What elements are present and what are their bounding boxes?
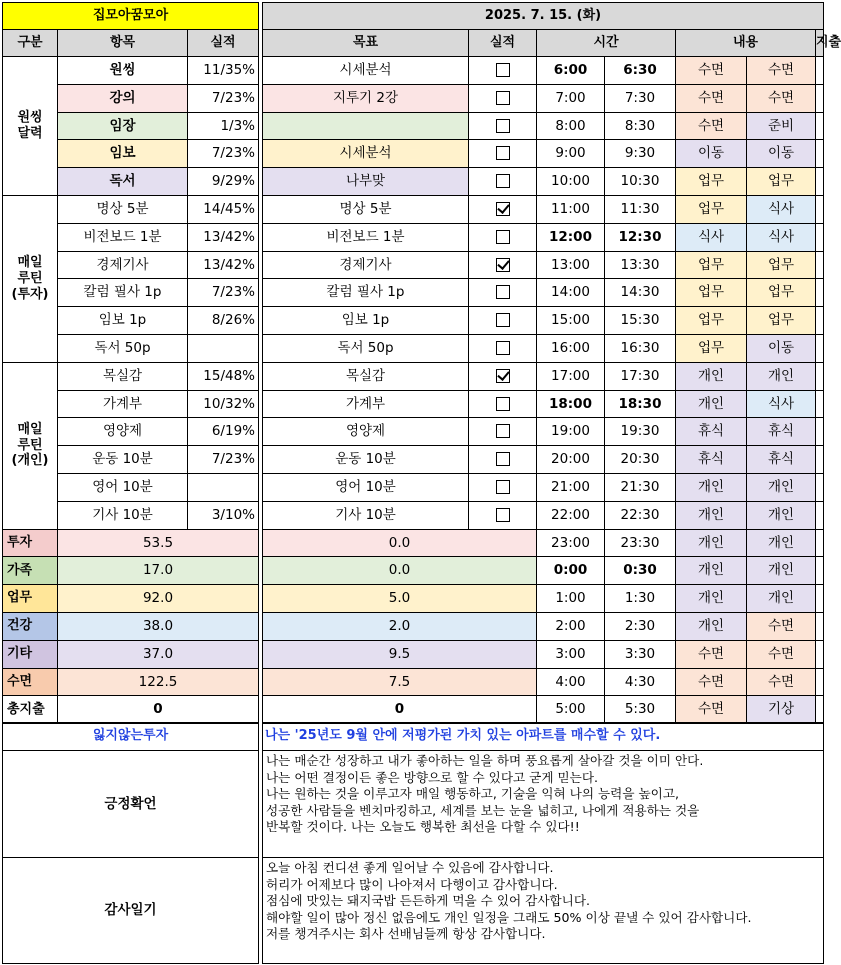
content-cell: 업무 [747, 251, 816, 279]
header-category: 구분 [3, 30, 58, 57]
expense-cell [816, 473, 824, 501]
checkbox[interactable] [496, 424, 510, 438]
affirmation-label: 긍정확언 [3, 751, 259, 858]
expense-cell [816, 251, 824, 279]
goal-label: 칼럼 필사 1p [263, 279, 469, 307]
content-cell: 수면 [747, 668, 816, 696]
content-cell: 준비 [747, 112, 816, 140]
expense-cell [816, 112, 824, 140]
goal-label: 나부맞 [263, 168, 469, 196]
schedule-row [263, 251, 824, 279]
expense-cell [816, 168, 824, 196]
schedule-row [263, 668, 824, 696]
checkbox[interactable] [496, 285, 510, 299]
time-start: 9:00 [537, 140, 605, 168]
goal-label: 임보 1p [263, 307, 469, 335]
goal-label [263, 112, 469, 140]
schedule-row [263, 362, 824, 390]
item-label: 독서 50p [58, 334, 188, 362]
goal-label: 기사 10분 [263, 501, 469, 529]
summary-label: 업무 [3, 585, 58, 613]
item-label: 영어 10분 [58, 473, 188, 501]
summary-label: 투자 [3, 529, 58, 557]
summary-right-value: 0.0 [263, 557, 537, 585]
content-cell: 수면 [747, 612, 816, 640]
time-end: 15:30 [605, 307, 676, 335]
schedule-row [263, 640, 824, 668]
goal-check-cell [469, 57, 537, 85]
content-cell: 개인 [747, 473, 816, 501]
summary-label: 가족 [3, 557, 58, 585]
summary-value: 53.5 [58, 529, 259, 557]
time-start: 21:00 [537, 473, 605, 501]
schedule-row [263, 557, 824, 585]
content-cell: 수면 [747, 640, 816, 668]
group-label: 원씽 달력 [3, 57, 58, 196]
time-start: 19:00 [537, 418, 605, 446]
goal-label: 명상 5분 [263, 195, 469, 223]
time-end: 14:30 [605, 279, 676, 307]
content-cell: 수면 [747, 84, 816, 112]
goal-label: 가계부 [263, 390, 469, 418]
content-cell: 수면 [676, 640, 747, 668]
summary-value: 37.0 [58, 640, 259, 668]
content-cell: 수면 [747, 57, 816, 85]
content-cell: 개인 [676, 473, 747, 501]
time-end: 4:30 [605, 668, 676, 696]
time-end: 23:30 [605, 529, 676, 557]
time-end: 10:30 [605, 168, 676, 196]
table-row [3, 195, 259, 223]
content-cell: 휴식 [676, 418, 747, 446]
item-label: 칼럼 필사 1p [58, 279, 188, 307]
time-end: 12:30 [605, 223, 676, 251]
affirmation-line: 나는 어떤 결정이든 좋은 방향으로 할 수 있다고 굳게 믿는다. [266, 769, 599, 785]
content-cell: 식사 [676, 223, 747, 251]
item-actual: 9/29% [188, 168, 259, 196]
time-end: 13:30 [605, 251, 676, 279]
summary-right-value: 0.0 [263, 529, 537, 557]
content-cell: 업무 [676, 168, 747, 196]
schedule-row [263, 418, 824, 446]
item-label: 임장 [58, 112, 188, 140]
summary-value: 92.0 [58, 585, 259, 613]
content-cell: 수면 [676, 668, 747, 696]
goal-label: 비전보드 1분 [263, 223, 469, 251]
time-end: 9:30 [605, 140, 676, 168]
expense-cell [816, 195, 824, 223]
time-start: 6:00 [537, 57, 605, 85]
item-label: 임보 1p [58, 307, 188, 335]
time-start: 16:00 [537, 334, 605, 362]
expense-cell [816, 390, 824, 418]
time-start: 11:00 [537, 195, 605, 223]
checkbox[interactable] [496, 480, 510, 494]
content-cell: 업무 [676, 279, 747, 307]
expense-cell [816, 501, 824, 529]
content-cell: 이동 [676, 140, 747, 168]
content-cell: 개인 [676, 390, 747, 418]
schedule-row [263, 140, 824, 168]
content-cell: 개인 [676, 557, 747, 585]
item-label: 명상 5분 [58, 195, 188, 223]
expense-cell [816, 557, 824, 585]
content-cell: 개인 [676, 529, 747, 557]
content-cell: 휴식 [747, 418, 816, 446]
motto-left: 잃지않는투자 [3, 723, 259, 751]
item-label: 기사 10분 [58, 501, 188, 529]
content-cell: 식사 [747, 390, 816, 418]
summary-right-value: 0 [263, 696, 537, 724]
item-actual: 3/10% [188, 501, 259, 529]
item-actual: 6/19% [188, 418, 259, 446]
goal-check-cell [469, 140, 537, 168]
item-actual [188, 473, 259, 501]
checkbox[interactable] [496, 119, 510, 133]
item-actual: 15/48% [188, 362, 259, 390]
goal-check-cell [469, 279, 537, 307]
time-start: 0:00 [537, 557, 605, 585]
schedule-row [263, 334, 824, 362]
goal-check-cell [469, 307, 537, 335]
goal-check-cell [469, 473, 537, 501]
right-table [262, 2, 841, 724]
schedule-row [263, 529, 824, 557]
content-cell: 개인 [676, 362, 747, 390]
item-actual: 10/32% [188, 390, 259, 418]
expense-cell [816, 307, 824, 335]
checked-checkbox[interactable] [496, 369, 510, 383]
schedule-row [263, 612, 824, 640]
motto-right: 나는 '25년도 9월 안에 저평가된 가치 있는 아파트를 매수할 수 있다. [263, 723, 824, 751]
affirmation-line: 성공한 사람들을 벤치마킹하고, 세계를 보는 눈을 넓히고, 나에게 적용하는 것을 [266, 802, 700, 818]
goal-label: 독서 50p [263, 334, 469, 362]
gratitude-line: 점심에 맛있는 돼지국밥 든든하게 먹을 수 있어 감사합니다. [266, 893, 590, 908]
content-cell: 기상 [747, 696, 816, 724]
summary-row [3, 696, 259, 724]
schedule-row [263, 112, 824, 140]
goal-label: 목실감 [263, 362, 469, 390]
expense-cell [816, 696, 824, 724]
time-end: 17:30 [605, 362, 676, 390]
summary-row [3, 612, 259, 640]
schedule-row [263, 501, 824, 529]
content-cell: 개인 [747, 557, 816, 585]
checkbox[interactable] [496, 146, 510, 160]
time-start: 14:00 [537, 279, 605, 307]
time-start: 23:00 [537, 529, 605, 557]
item-actual: 7/23% [188, 140, 259, 168]
summary-row [3, 668, 259, 696]
schedule-row [263, 57, 824, 85]
checkbox[interactable] [496, 63, 510, 77]
summary-label: 수면 [3, 668, 58, 696]
content-cell: 업무 [747, 307, 816, 335]
summary-value: 122.5 [58, 668, 259, 696]
checked-checkbox[interactable] [496, 258, 510, 272]
goal-check-cell [469, 84, 537, 112]
time-start: 7:00 [537, 84, 605, 112]
schedule-row [263, 168, 824, 196]
content-cell: 수면 [676, 84, 747, 112]
schedule-row [263, 307, 824, 335]
time-end: 18:30 [605, 390, 676, 418]
summary-label: 건강 [3, 612, 58, 640]
expense-cell [816, 529, 824, 557]
item-label: 운동 10분 [58, 446, 188, 474]
checkbox[interactable] [496, 452, 510, 466]
header-item: 항목 [58, 30, 188, 57]
content-cell: 업무 [747, 168, 816, 196]
goal-label: 영어 10분 [263, 473, 469, 501]
time-start: 5:00 [537, 696, 605, 724]
content-cell: 개인 [747, 529, 816, 557]
item-label: 영양제 [58, 418, 188, 446]
goal-check-cell [469, 390, 537, 418]
item-label: 목실감 [58, 362, 188, 390]
time-start: 17:00 [537, 362, 605, 390]
gratitude-text [263, 858, 824, 964]
checked-checkbox[interactable] [496, 202, 510, 216]
content-cell: 개인 [676, 612, 747, 640]
checkbox[interactable] [496, 91, 510, 105]
content-cell: 개인 [747, 501, 816, 529]
summary-label: 총지출 [3, 696, 58, 724]
schedule-row [263, 473, 824, 501]
summary-row [3, 585, 259, 613]
goal-check-cell [469, 168, 537, 196]
item-actual: 7/23% [188, 446, 259, 474]
time-start: 20:00 [537, 446, 605, 474]
content-cell: 업무 [676, 334, 747, 362]
table-row [3, 362, 259, 390]
checkbox[interactable] [496, 508, 510, 522]
gratitude-line: 오늘 아침 컨디션 좋게 일어날 수 있음에 감사합니다. [266, 860, 554, 875]
checkbox[interactable] [496, 174, 510, 188]
time-end: 7:30 [605, 84, 676, 112]
header-right-actual: 실적 [469, 30, 537, 57]
goal-check-cell [469, 446, 537, 474]
summary-label: 기타 [3, 640, 58, 668]
goal-check-cell [469, 195, 537, 223]
item-label: 가계부 [58, 390, 188, 418]
affirmation-text [263, 751, 824, 858]
checkbox[interactable] [496, 230, 510, 244]
content-cell: 휴식 [676, 446, 747, 474]
checkbox[interactable] [496, 313, 510, 327]
checkbox[interactable] [496, 341, 510, 355]
goal-check-cell [469, 334, 537, 362]
gratitude-line: 저를 챙겨주시는 회사 선배님들께 항상 감사합니다. [266, 926, 546, 941]
header-actual: 실적 [188, 30, 259, 57]
affirmation-line: 나는 매순간 성장하고 내가 좋아하는 일을 하며 풍요롭게 살아갈 것을 이미 안다. [266, 753, 704, 768]
content-cell: 업무 [676, 307, 747, 335]
summary-value: 17.0 [58, 557, 259, 585]
expense-cell [816, 446, 824, 474]
summary-value: 38.0 [58, 612, 259, 640]
time-end: 3:30 [605, 640, 676, 668]
item-label: 비전보드 1분 [58, 223, 188, 251]
summary-right-value: 2.0 [263, 612, 537, 640]
schedule-row [263, 195, 824, 223]
content-cell: 개인 [676, 501, 747, 529]
item-label: 독서 [58, 168, 188, 196]
schedule-row [263, 446, 824, 474]
group-label: 매일 루틴 (개인) [3, 362, 58, 529]
content-cell: 업무 [676, 195, 747, 223]
gratitude-line: 허리가 어제보다 많이 나아져서 다행이고 감사합니다. [266, 876, 558, 892]
summary-row [3, 557, 259, 585]
planner-title: 집모아꿈모아 [3, 3, 259, 30]
schedule-row [263, 84, 824, 112]
expense-cell [816, 279, 824, 307]
schedule-row [263, 696, 824, 724]
item-actual: 1/3% [188, 112, 259, 140]
time-start: 10:00 [537, 168, 605, 196]
header-expense: 지출 [816, 30, 824, 57]
time-end: 6:30 [605, 57, 676, 85]
content-cell: 이동 [747, 334, 816, 362]
content-cell: 개인 [676, 585, 747, 613]
summary-row [3, 640, 259, 668]
time-start: 15:00 [537, 307, 605, 335]
schedule-row [263, 585, 824, 613]
goal-label: 시세분석 [263, 140, 469, 168]
time-start: 18:00 [537, 390, 605, 418]
bottom-table [2, 722, 824, 964]
affirmation-line: 반복할 것이다. 나는 오늘도 행복한 최선을 다할 수 있다!! [266, 819, 580, 834]
content-cell: 수면 [676, 57, 747, 85]
item-label: 원씽 [58, 57, 188, 85]
item-actual: 7/23% [188, 279, 259, 307]
summary-row [3, 529, 259, 557]
table-row [3, 57, 259, 85]
content-cell: 업무 [747, 279, 816, 307]
item-label: 강의 [58, 84, 188, 112]
expense-cell [816, 640, 824, 668]
time-end: 22:30 [605, 501, 676, 529]
expense-cell [816, 362, 824, 390]
time-end: 8:30 [605, 112, 676, 140]
content-cell: 휴식 [747, 446, 816, 474]
schedule-row [263, 279, 824, 307]
time-start: 2:00 [537, 612, 605, 640]
gratitude-line: 해야할 일이 많아 정신 없음에도 개인 일정을 그래도 50% 이상 끝낼 수 있어 감사합니다. [266, 909, 752, 925]
item-actual: 14/45% [188, 195, 259, 223]
expense-cell [816, 223, 824, 251]
time-start: 3:00 [537, 640, 605, 668]
goal-check-cell [469, 112, 537, 140]
expense-cell [816, 57, 824, 85]
summary-right-value: 9.5 [263, 640, 537, 668]
goal-label: 영양제 [263, 418, 469, 446]
summary-value: 0 [58, 696, 259, 724]
goal-label: 시세분석 [263, 57, 469, 85]
goal-check-cell [469, 362, 537, 390]
item-label: 경제기사 [58, 251, 188, 279]
content-cell: 이동 [747, 140, 816, 168]
goal-check-cell [469, 223, 537, 251]
gratitude-label: 감사일기 [3, 858, 259, 964]
time-end: 16:30 [605, 334, 676, 362]
summary-right-value: 5.0 [263, 585, 537, 613]
item-actual: 8/26% [188, 307, 259, 335]
goal-label: 지투기 2강 [263, 84, 469, 112]
time-end: 11:30 [605, 195, 676, 223]
expense-cell [816, 140, 824, 168]
time-end: 5:30 [605, 696, 676, 724]
goal-label: 경제기사 [263, 251, 469, 279]
date-header: 2025. 7. 15. (화) [263, 3, 824, 30]
expense-cell [816, 612, 824, 640]
item-actual: 11/35% [188, 57, 259, 85]
expense-cell [816, 334, 824, 362]
schedule-row [263, 223, 824, 251]
content-cell: 개인 [747, 362, 816, 390]
goal-check-cell [469, 418, 537, 446]
summary-right-value: 7.5 [263, 668, 537, 696]
time-start: 12:00 [537, 223, 605, 251]
time-end: 1:30 [605, 585, 676, 613]
item-actual: 13/42% [188, 251, 259, 279]
header-time: 시간 [537, 30, 676, 57]
affirmation-line: 나는 원하는 것을 이루고자 매일 행동하고, 기술을 익혀 나의 능력을 높이고, [266, 786, 680, 801]
time-end: 0:30 [605, 557, 676, 585]
checkbox[interactable] [496, 397, 510, 411]
item-actual [188, 334, 259, 362]
time-start: 13:00 [537, 251, 605, 279]
expense-cell [816, 668, 824, 696]
content-cell: 수면 [676, 696, 747, 724]
time-start: 1:00 [537, 585, 605, 613]
schedule-row [263, 390, 824, 418]
expense-cell [816, 585, 824, 613]
time-end: 20:30 [605, 446, 676, 474]
group-label: 매일 루틴 (투자) [3, 195, 58, 362]
content-cell: 수면 [676, 112, 747, 140]
item-actual: 7/23% [188, 84, 259, 112]
content-cell: 업무 [676, 251, 747, 279]
left-table [2, 2, 259, 724]
goal-check-cell [469, 251, 537, 279]
time-end: 19:30 [605, 418, 676, 446]
time-start: 8:00 [537, 112, 605, 140]
header-content: 내용 [676, 30, 816, 57]
item-label: 임보 [58, 140, 188, 168]
time-start: 22:00 [537, 501, 605, 529]
expense-cell [816, 84, 824, 112]
time-start: 4:00 [537, 668, 605, 696]
item-actual: 13/42% [188, 223, 259, 251]
goal-label: 운동 10분 [263, 446, 469, 474]
time-end: 21:30 [605, 473, 676, 501]
content-cell: 식사 [747, 195, 816, 223]
goal-check-cell [469, 501, 537, 529]
content-cell: 개인 [747, 585, 816, 613]
time-end: 2:30 [605, 612, 676, 640]
content-cell: 식사 [747, 223, 816, 251]
header-goal: 목표 [263, 30, 469, 57]
expense-cell [816, 418, 824, 446]
